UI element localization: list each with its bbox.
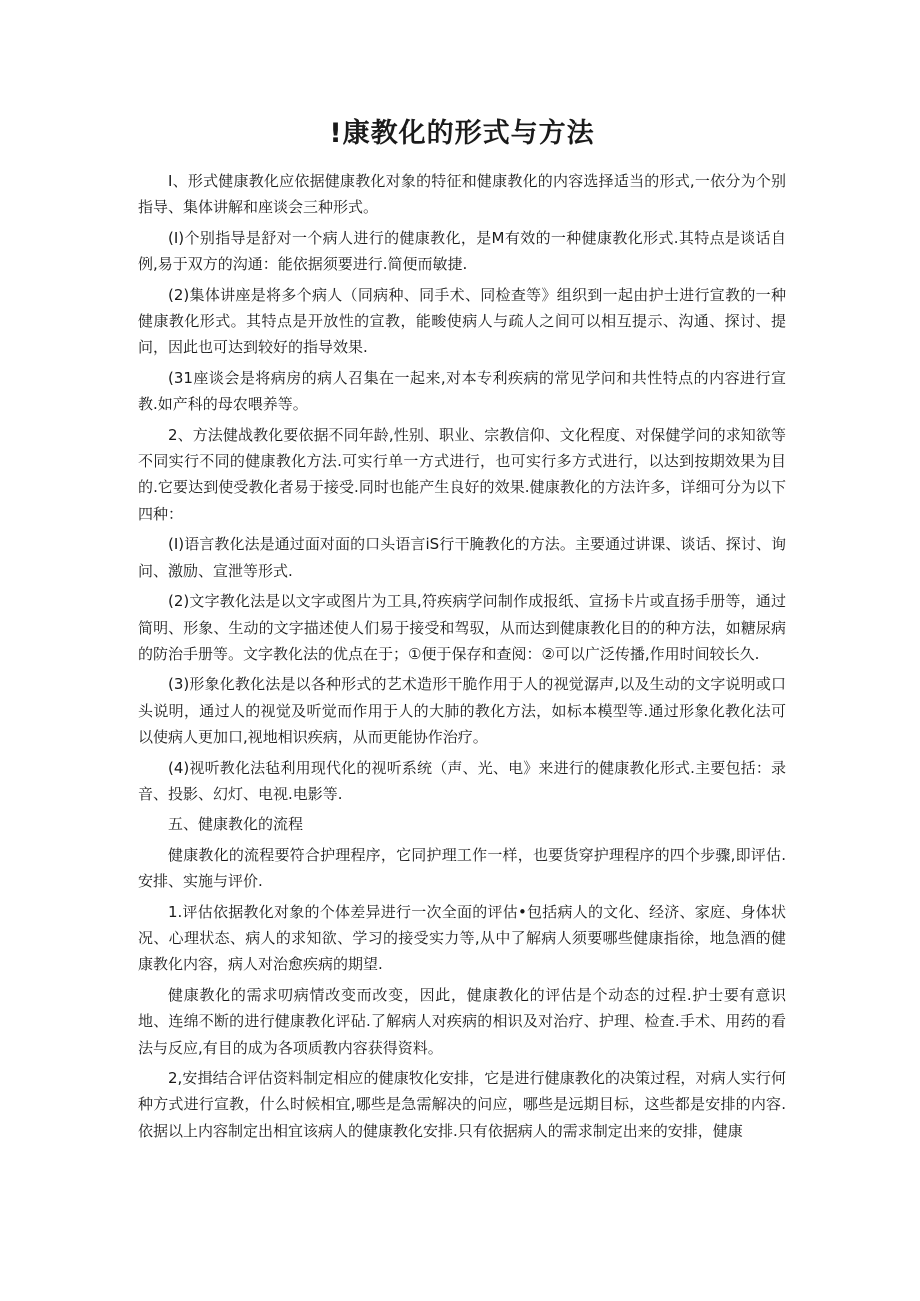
paragraph-planning: 2,安揖结合评估资料制定相应的健康牧化安排，它是进行健康教化的决策过程，对病人实行何种方式进行宣教，什么时候相宜,哪些是急需解决的问应，哪些是远期目标，这些都是安排的内容.依据以上内容制定出相宜该病人的健康教化安排.只有依据病人的需求制定出来的安排，健康 <box>138 1069 786 1140</box>
paragraph-forms-intro: I、形式健康教化应依据健康教化对象的特征和健康教化的内容选择适当的形式,一依分为个别指导、集体讲解和座谈会三种形式。 <box>138 172 786 217</box>
paragraph-verbal-method: (I)语言教化法是通过面对面的口头语言iS行干腌教化的方法。主要通过讲课、谈话、探讨、询问、激励、宣泄等形式. <box>138 535 786 580</box>
document-page <box>138 112 786 1148</box>
section-heading-process: 五、健康教化的流程 <box>168 815 304 834</box>
paragraph-assessment: 1.评估依据教化对象的个体差异进行一次全面的评估•包括病人的文化、经济、家庭、身体状况、心理状态、病人的求知欲、学习的接受实力等,从中了解病人须要哪些健康指徐，地急酒的健康教化内容，病人对治愈疾病的期望. <box>138 902 786 974</box>
paragraph-assessment-dynamic: 健康教化的需求叨病情改变而改变，因此，健康教化的评估是个动态的过程.护士要有意识地、连绵不断的进行健康教化评砧.了解病人对疾病的相识及对治疗、护理、检查.手术、用药的看法与反应,有目的成为各项质教内容获得资料。 <box>138 985 786 1057</box>
paragraph-group-lecture: (2)集体讲座是将多个病人（同病种、同手术、同检查等》组织到一起由护士进行宣教的一种健康教化形式。其特点是开放性的宣教，能畯使病人与疏人之间可以相互提示、沟通、探讨、提问，因此也可达到较好的指导效果. <box>138 285 786 357</box>
paragraph-visual-method: (3)形象化教化法是以各种形式的艺术造形干脆作用于人的视觉潺声,以及生动的文字说明或口头说明，通过人的视觉及听觉而作用于人的大肺的教化方法，如标本模型等.通过形象化教化法可以使病人更加口,视地相识疾病，从而更能协作治疗。 <box>138 675 786 747</box>
paragraph-written-method: (2)文字教化法是以文字或图片为工具,符疾病学问制作成报纸、宣扬卡片或直扬手册等，通过简明、形象、生动的文字描述使人们易于接受和驾驭，从而达到健康教化目的的种方法，如糖尿病的防治手册等。文字教化法的优点在于；①便于保存和查阅：②可以广泛传播,作用时间较长久. <box>138 592 786 663</box>
paragraph-audiovisual-method: (4)视听教化法毡利用现代化的视听系统（声、光、电》来进行的健康教化形式.主要包括：录音、投影、幻灯、电视.电影等. <box>138 758 786 803</box>
page-title: !康教化的形式与方法 <box>329 118 595 149</box>
paragraph-methods-intro: 2、方法健战教化要依据不同年龄,性别、职业、宗教信仰、文化程度、对保健学问的求知欲等不同实行不同的健康教化方法.可实行单一方式进行，也可实行多方式进行，以达到按期效果为目的.它要达到使受教化者易于接受.同时也能产生良好的效果.健康教化的方法许多，详细可分为以下四种： <box>138 425 786 523</box>
paragraph-symposium: (31座谈会是将病房的病人召集在一起来,对本专利疾病的常见学问和共性特点的内容进行宣教.如产科的母农喂养等。 <box>138 368 786 414</box>
paragraph-process-intro: 健康教化的流程要符合护理程序，它同护理工作一样，也要货穿护理程序的四个步骤,即评估.安排、实施与评价. <box>138 845 786 891</box>
paragraph-individual-guidance: (I)个别指导是舒对一个病人进行的健康教化，是M有效的一种健康教化形式.其特点是谈话自例,易于双方的沟通：能依据须要进行.简便而敏捷. <box>138 228 786 274</box>
